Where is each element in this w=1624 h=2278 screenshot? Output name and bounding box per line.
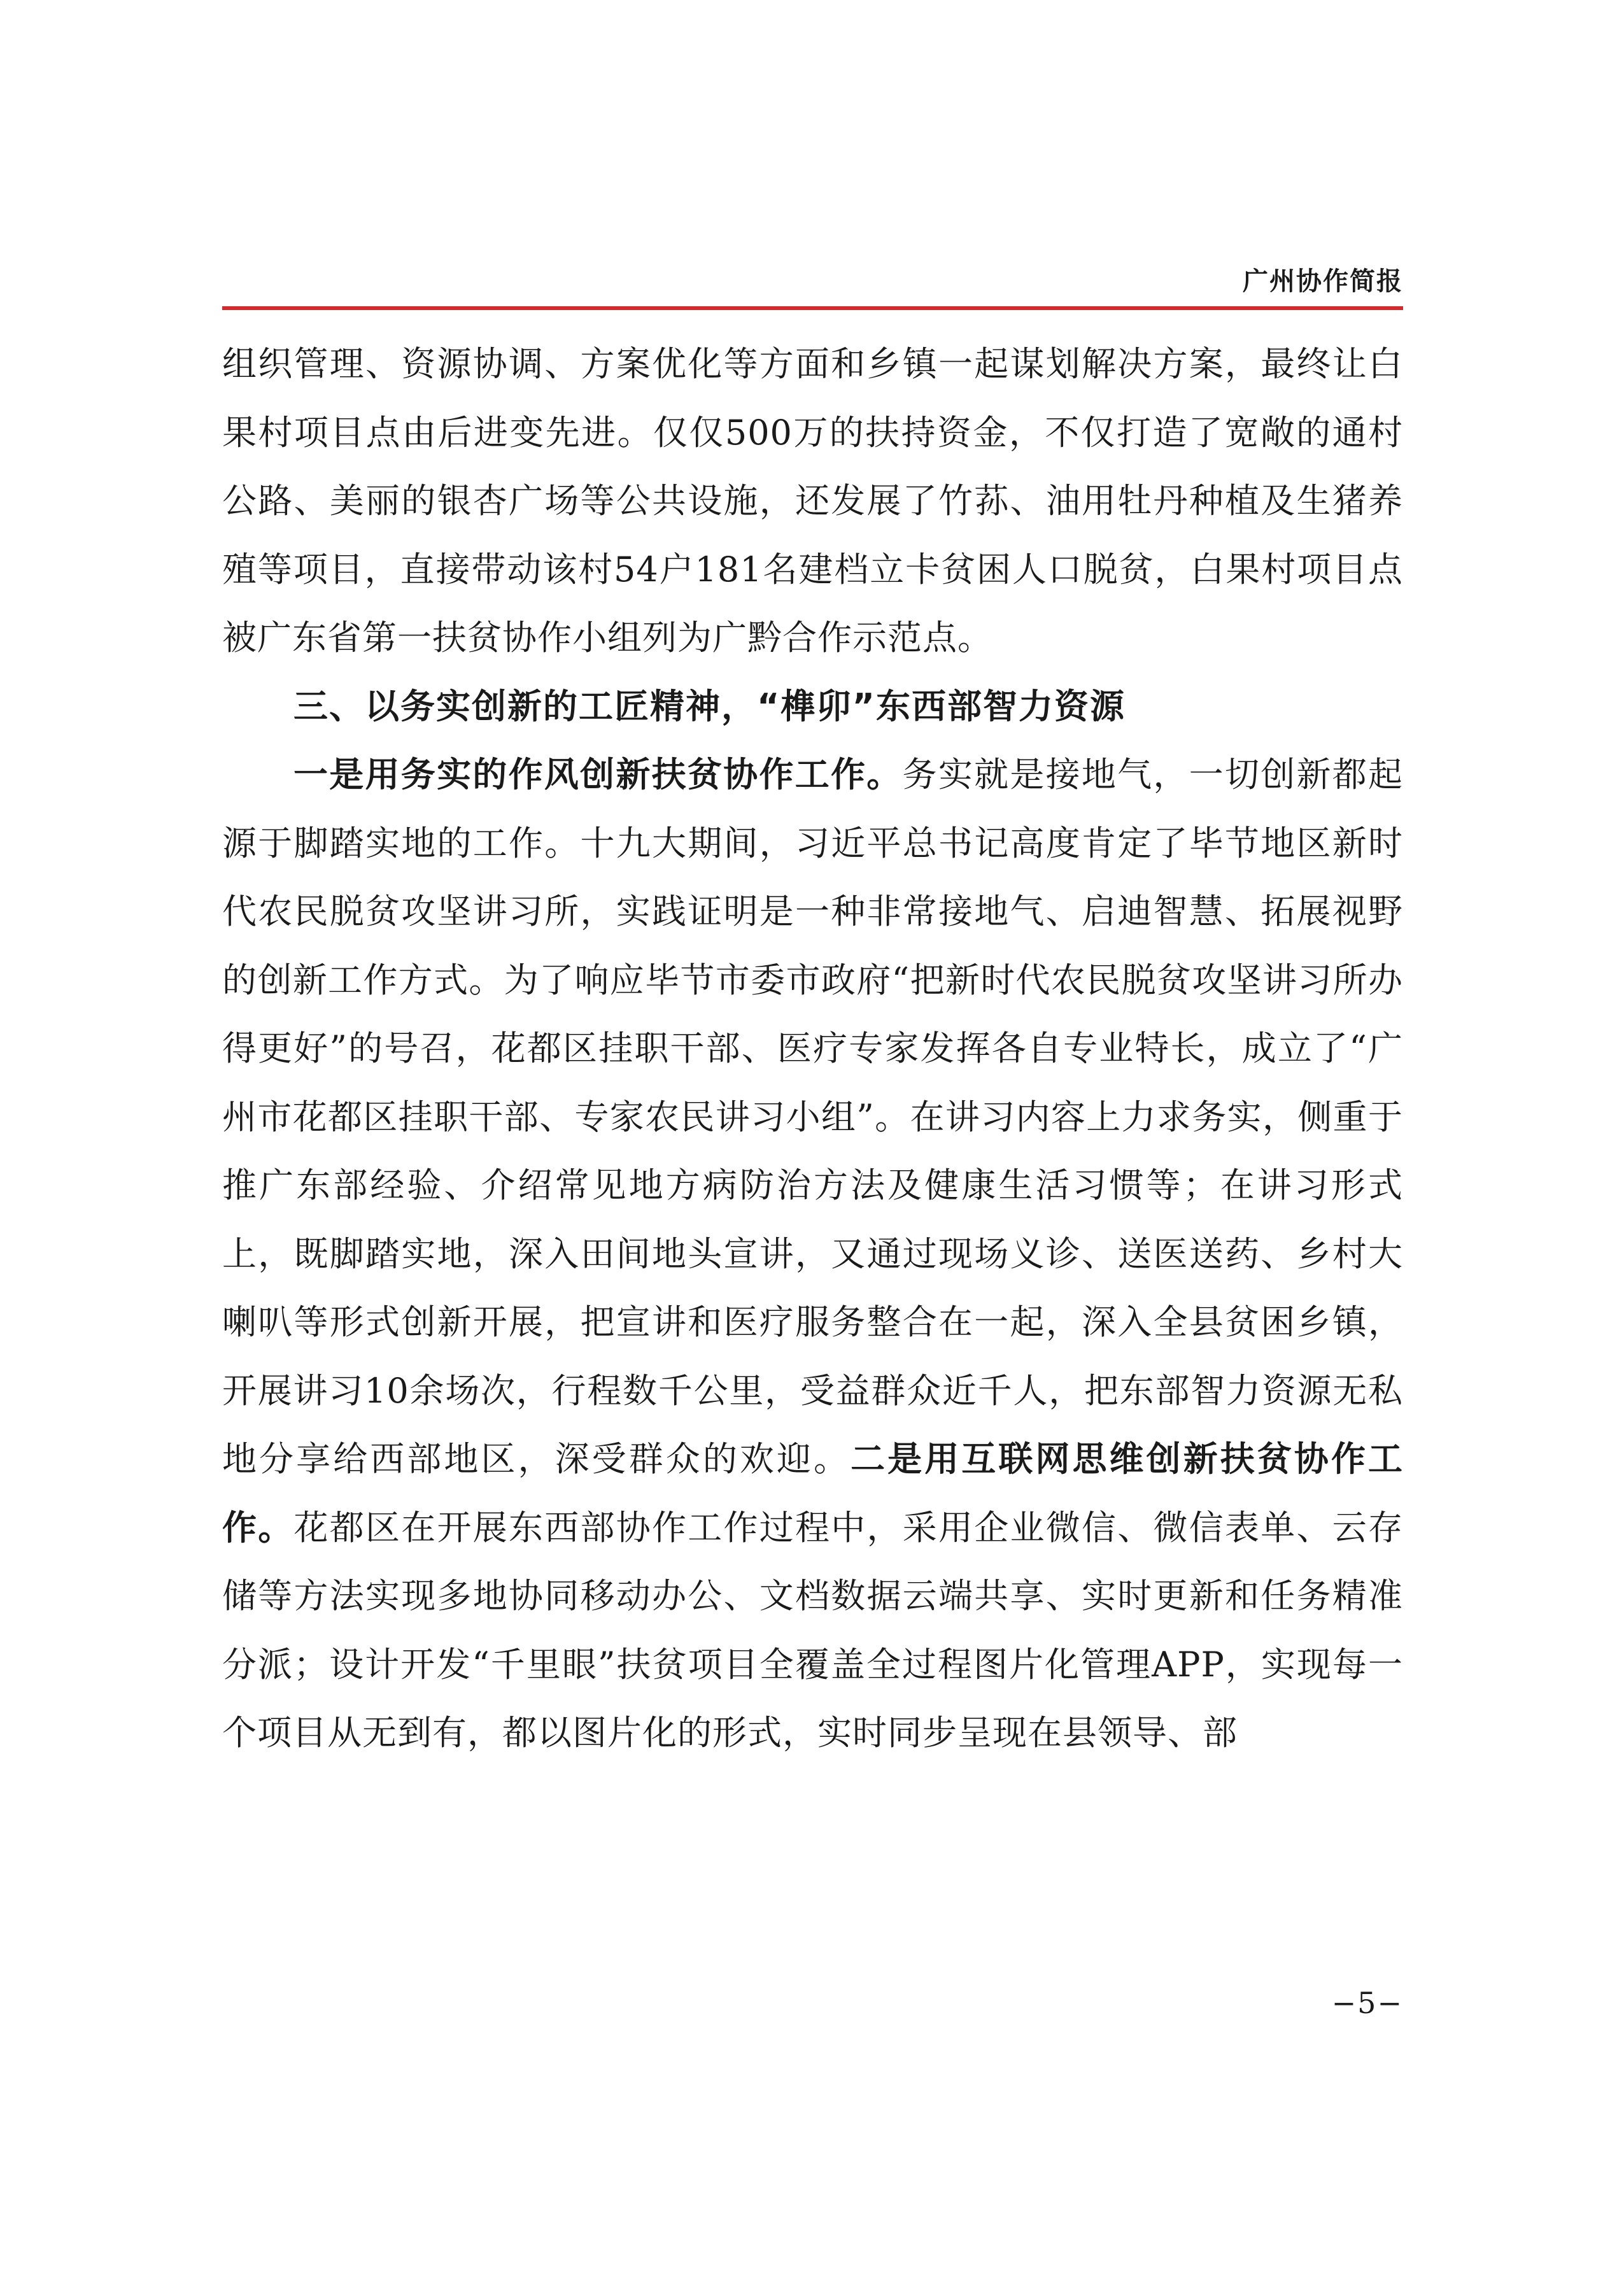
paragraph-lead-2: 二是用互联网思维创新扶贫协作工作。: [222, 1438, 1403, 1548]
section-heading-3: 三、以务实创新的工匠精神，“榫卯”东西部智力资源: [293, 686, 1126, 726]
header-title: 广州协作简报: [1243, 266, 1403, 296]
document-body: [222, 330, 1403, 1985]
body-paragraph-2: [222, 740, 1403, 1767]
body-paragraph-1: 组织管理、资源协调、方案优化等方面和乡镇一起谋划解决方案，最终让白果村项目点由后进变先进。仅仅500万的扶持资金，不仅打造了宽敞的通村公路、美丽的银杏广场等公共设施，还发展了竹荪、油用牡丹种植及生猪养殖等项目，直接带动该村54户181名建档立卡贫困人口脱贫，白果村项目点被广东省第一扶贫协作小组列为广黔合作示范点。: [222, 344, 1403, 658]
header-rule: [222, 306, 1403, 310]
page-number: −5−: [1331, 1986, 1403, 2020]
paragraph-lead-1: 一是用务实的作风创新扶贫协作工作。: [293, 754, 903, 795]
paragraph-text-2: 花都区在开展东西部协作工作过程中，采用企业微信、微信表单、云存储等方法实现多地协同移动办公、文档数据云端共享、实时更新和任务精准分派；设计开发“千里眼”扶贫项目全覆盖全过程图片化管理APP，实现每一个项目从无到有，都以图片化的形式，实时同步呈现在县领导、部: [222, 1507, 1403, 1753]
paragraph-text-1: 务实就是接地气，一切创新都起源于脚踏实地的工作。十九大期间，习近平总书记高度肯定了毕节地区新时代农民脱贫攻坚讲习所，实践证明是一种非常接地气、启迪智慧、拓展视野的创新工作方式。为了响应毕节市委市政府“把新时代农民脱贫攻坚讲习所办得更好”的号召，花都区挂职干部、医疗专家发挥各自专业特长，成立了“广州市花都区挂职干部、专家农民讲习小组”。在讲习内容上力求务实，侧重于推广东部经验、介绍常见地方病防治方法及健康生活习惯等；在讲习形式上，既脚踏实地，深入田间地头宣讲，又通过现场义诊、送医送药、乡村大喇叭等形式创新开展，把宣讲和医疗服务整合在一起，深入全县贫困乡镇，开展讲习10余场次，行程数千公里，受益群众近千人，把东部智力资源无私地分享给西部地区，深受群众的欢迎。: [222, 754, 1403, 1479]
